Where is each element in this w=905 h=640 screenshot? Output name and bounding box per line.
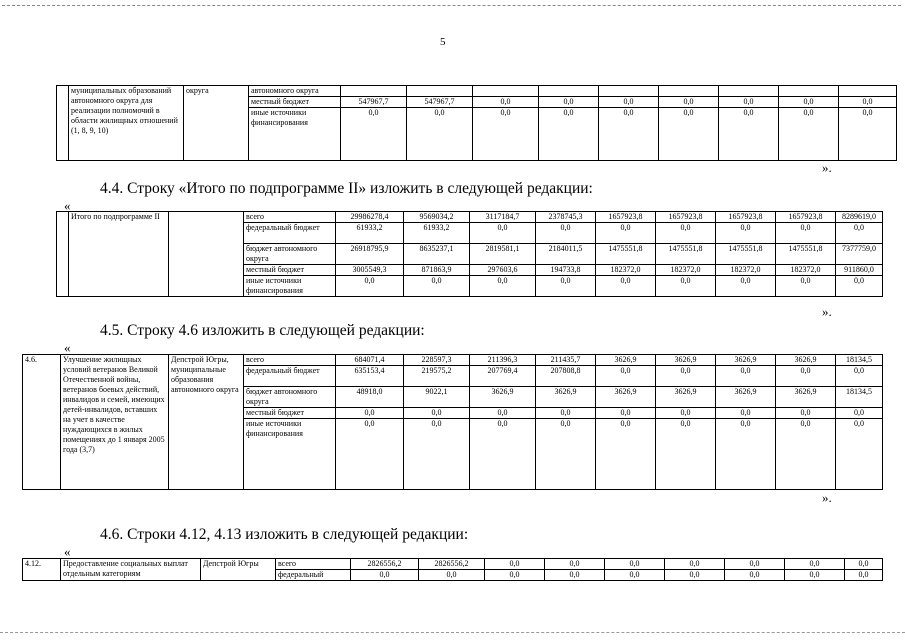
table-subprogram-total xyxy=(56,211,883,297)
value-cell: 0,0 xyxy=(336,276,404,297)
row-number-cell: 4.12. xyxy=(23,559,61,581)
value-cell: 0,0 xyxy=(836,223,883,244)
value-cell: 0,0 xyxy=(599,108,659,161)
value-cell: 9022,1 xyxy=(404,387,470,408)
value-cell: 0,0 xyxy=(470,408,536,419)
value-cell xyxy=(539,86,599,97)
value-cell: 0,0 xyxy=(473,97,539,108)
value-cell: 0,0 xyxy=(351,570,419,581)
closing-mark-3: ». xyxy=(822,490,832,505)
value-cell: 0,0 xyxy=(536,223,596,244)
value-cell xyxy=(779,86,839,97)
measure-name-cell: Итого по подпрограмме II xyxy=(69,212,169,297)
value-cell: 0,0 xyxy=(785,559,845,570)
value-cell: 211435,7 xyxy=(536,355,596,366)
funding-source-cell: федеральный бюджет xyxy=(244,223,336,244)
value-cell: 9569034,2 xyxy=(404,212,470,223)
funding-source-cell: автономного округа xyxy=(249,86,341,97)
value-cell: 207769,4 xyxy=(470,366,536,387)
value-cell: 0,0 xyxy=(656,276,716,297)
value-cell: 0,0 xyxy=(656,408,716,419)
opening-mark-2: « xyxy=(64,340,71,355)
table-row xyxy=(57,212,883,223)
funding-source-cell: всего xyxy=(276,559,351,570)
value-cell: 0,0 xyxy=(719,97,779,108)
value-cell: 0,0 xyxy=(836,408,883,419)
funding-source-cell: местный бюджет xyxy=(244,265,336,276)
value-cell: 48918,0 xyxy=(336,387,404,408)
value-cell: 1475551,8 xyxy=(776,244,836,265)
value-cell: 0,0 xyxy=(605,570,665,581)
value-cell: 0,0 xyxy=(776,366,836,387)
value-cell: 29986278,4 xyxy=(336,212,404,223)
closing-mark-2: ». xyxy=(822,304,832,319)
value-cell: 2378745,3 xyxy=(536,212,596,223)
value-cell: 0,0 xyxy=(665,570,725,581)
value-cell: 1475551,8 xyxy=(656,244,716,265)
value-cell: 26918795,9 xyxy=(336,244,404,265)
value-cell: 3626,9 xyxy=(596,387,656,408)
value-cell: 871863,9 xyxy=(404,265,470,276)
value-cell: 3626,9 xyxy=(656,387,716,408)
value-cell: 0,0 xyxy=(470,276,536,297)
value-cell: 1657923,8 xyxy=(656,212,716,223)
value-cell: 0,0 xyxy=(470,223,536,244)
value-cell: 3626,9 xyxy=(656,355,716,366)
value-cell: 3626,9 xyxy=(776,355,836,366)
value-cell xyxy=(839,86,897,97)
heading-4-6: 4.6. Строки 4.12, 4.13 изложить в следующей редакции: xyxy=(100,526,469,543)
value-cell: 0,0 xyxy=(716,366,776,387)
value-cell: 0,0 xyxy=(716,419,776,490)
value-cell xyxy=(341,86,407,97)
value-cell: 0,0 xyxy=(659,97,719,108)
value-cell: 182372,0 xyxy=(716,265,776,276)
value-cell: 0,0 xyxy=(716,223,776,244)
funding-source-cell: всего xyxy=(244,212,336,223)
value-cell: 0,0 xyxy=(839,108,897,161)
value-cell: 0,0 xyxy=(836,419,883,490)
value-cell: 0,0 xyxy=(845,559,883,570)
executor-cell xyxy=(169,212,244,297)
row-number-cell xyxy=(57,212,69,297)
closing-mark-1: ». xyxy=(822,160,832,175)
value-cell: 0,0 xyxy=(725,559,785,570)
value-cell: 1657923,8 xyxy=(776,212,836,223)
value-cell: 211396,3 xyxy=(470,355,536,366)
funding-source-cell: бюджет автономного округа xyxy=(244,387,336,408)
value-cell: 0,0 xyxy=(779,97,839,108)
value-cell: 0,0 xyxy=(539,108,599,161)
value-cell: 0,0 xyxy=(341,108,407,161)
funding-source-cell: местный бюджет xyxy=(244,408,336,419)
value-cell: 182372,0 xyxy=(596,265,656,276)
value-cell: 0,0 xyxy=(404,419,470,490)
funding-source-cell: местный бюджет xyxy=(249,97,341,108)
page-top-edge xyxy=(2,5,901,6)
value-cell xyxy=(659,86,719,97)
value-cell: 0,0 xyxy=(596,419,656,490)
row-number-cell xyxy=(57,86,69,161)
value-cell: 0,0 xyxy=(656,419,716,490)
value-cell: 0,0 xyxy=(596,366,656,387)
value-cell: 0,0 xyxy=(725,570,785,581)
funding-source-cell: федеральный xyxy=(276,570,351,581)
value-cell: 228597,3 xyxy=(404,355,470,366)
value-cell: 0,0 xyxy=(404,276,470,297)
value-cell: 0,0 xyxy=(596,276,656,297)
funding-source-cell: иные источники финансирования xyxy=(244,276,336,297)
measure-name-cell: Улучшение жилищных условий ветеранов Великой Отечественной войны, ветеранов боевых действий, инвалидов и семей, имеющих детей-инвалидов, вставших на учет в качестве нуждающихся в жилых помещениях до 1 января 2005 года (3,7) xyxy=(61,355,169,490)
value-cell: 0,0 xyxy=(845,570,883,581)
value-cell: 182372,0 xyxy=(656,265,716,276)
value-cell: 18134,5 xyxy=(836,355,883,366)
value-cell: 0,0 xyxy=(659,108,719,161)
value-cell: 0,0 xyxy=(539,97,599,108)
value-cell: 2826556,2 xyxy=(351,559,419,570)
value-cell: 2819581,1 xyxy=(470,244,536,265)
value-cell: 0,0 xyxy=(836,276,883,297)
heading-4-4: 4.4. Строку «Итого по подпрограмме II» изложить в следующей редакции: xyxy=(100,180,593,197)
value-cell: 3626,9 xyxy=(716,355,776,366)
table-row xyxy=(23,355,883,366)
table-continuation xyxy=(56,85,897,161)
value-cell xyxy=(473,86,539,97)
value-cell: 0,0 xyxy=(407,108,473,161)
funding-source-cell: федеральный бюджет xyxy=(244,366,336,387)
opening-mark-1: « xyxy=(64,198,71,213)
value-cell: 0,0 xyxy=(473,108,539,161)
value-cell: 219575,2 xyxy=(404,366,470,387)
value-cell: 182372,0 xyxy=(776,265,836,276)
value-cell: 3626,9 xyxy=(536,387,596,408)
value-cell: 0,0 xyxy=(536,408,596,419)
value-cell: 635153,4 xyxy=(336,366,404,387)
value-cell: 1475551,8 xyxy=(596,244,656,265)
value-cell: 0,0 xyxy=(716,408,776,419)
value-cell: 1657923,8 xyxy=(716,212,776,223)
value-cell xyxy=(407,86,473,97)
value-cell: 684071,4 xyxy=(336,355,404,366)
value-cell: 0,0 xyxy=(785,570,845,581)
row-number-cell: 4.6. xyxy=(23,355,61,490)
value-cell: 0,0 xyxy=(719,108,779,161)
value-cell: 1657923,8 xyxy=(596,212,656,223)
value-cell: 1475551,8 xyxy=(716,244,776,265)
executor-cell: Депстрой Югры, муниципальные образования автономного округа xyxy=(169,355,244,490)
value-cell: 0,0 xyxy=(596,408,656,419)
value-cell: 0,0 xyxy=(779,108,839,161)
value-cell: 0,0 xyxy=(536,419,596,490)
value-cell: 61933,2 xyxy=(336,223,404,244)
value-cell: 0,0 xyxy=(596,223,656,244)
value-cell: 0,0 xyxy=(545,559,605,570)
value-cell: 547967,7 xyxy=(407,97,473,108)
table-row-4-6 xyxy=(22,354,883,490)
page-number: 5 xyxy=(440,36,446,48)
value-cell: 3117184,7 xyxy=(470,212,536,223)
value-cell: 0,0 xyxy=(656,223,716,244)
value-cell: 0,0 xyxy=(656,366,716,387)
heading-4-5: 4.5. Строку 4.6 изложить в следующей редакции: xyxy=(100,322,425,339)
value-cell: 0,0 xyxy=(776,408,836,419)
executor-cell: Депстрой Югры xyxy=(201,559,276,581)
value-cell: 61933,2 xyxy=(404,223,470,244)
value-cell: 0,0 xyxy=(599,97,659,108)
value-cell: 0,0 xyxy=(776,419,836,490)
value-cell: 0,0 xyxy=(404,408,470,419)
value-cell: 0,0 xyxy=(776,276,836,297)
value-cell: 0,0 xyxy=(536,276,596,297)
funding-source-cell: всего xyxy=(244,355,336,366)
funding-source-cell: бюджет автономного округа xyxy=(244,244,336,265)
executor-cell: округа xyxy=(184,86,249,161)
value-cell: 0,0 xyxy=(336,419,404,490)
value-cell: 7377759,0 xyxy=(836,244,883,265)
funding-source-cell: иные источники финансирования xyxy=(249,108,341,161)
page-bottom-edge xyxy=(0,632,905,633)
value-cell: 207808,8 xyxy=(536,366,596,387)
value-cell xyxy=(719,86,779,97)
opening-mark-3: « xyxy=(64,544,71,559)
value-cell: 0,0 xyxy=(839,97,897,108)
value-cell: 0,0 xyxy=(716,276,776,297)
table-row xyxy=(23,559,883,570)
value-cell: 8289619,0 xyxy=(836,212,883,223)
value-cell: 0,0 xyxy=(470,419,536,490)
value-cell: 911860,0 xyxy=(836,265,883,276)
value-cell: 0,0 xyxy=(545,570,605,581)
value-cell: 2826556,2 xyxy=(419,559,485,570)
value-cell: 0,0 xyxy=(776,223,836,244)
value-cell: 0,0 xyxy=(836,366,883,387)
value-cell: 0,0 xyxy=(485,570,545,581)
value-cell: 0,0 xyxy=(336,408,404,419)
value-cell: 18134,5 xyxy=(836,387,883,408)
value-cell: 3626,9 xyxy=(776,387,836,408)
measure-name-cell: Предоставление социальных выплат отдельным категориям xyxy=(61,559,201,581)
value-cell: 297603,6 xyxy=(470,265,536,276)
value-cell: 194733,8 xyxy=(536,265,596,276)
value-cell: 0,0 xyxy=(605,559,665,570)
value-cell: 0,0 xyxy=(665,559,725,570)
value-cell: 8635237,1 xyxy=(404,244,470,265)
value-cell: 3626,9 xyxy=(716,387,776,408)
value-cell: 3626,9 xyxy=(470,387,536,408)
value-cell: 547967,7 xyxy=(341,97,407,108)
measure-name-cell: муниципальных образований автономного округа для реализации полномочий в области жилищных отношений (1, 8, 9, 10) xyxy=(69,86,184,161)
table-row-4-12 xyxy=(22,558,883,581)
value-cell: 0,0 xyxy=(419,570,485,581)
funding-source-cell: иные источники финансирования xyxy=(244,419,336,490)
value-cell: 0,0 xyxy=(485,559,545,570)
table-row xyxy=(57,86,897,97)
value-cell: 3626,9 xyxy=(596,355,656,366)
value-cell xyxy=(599,86,659,97)
value-cell: 2184011,5 xyxy=(536,244,596,265)
value-cell: 3005549,3 xyxy=(336,265,404,276)
